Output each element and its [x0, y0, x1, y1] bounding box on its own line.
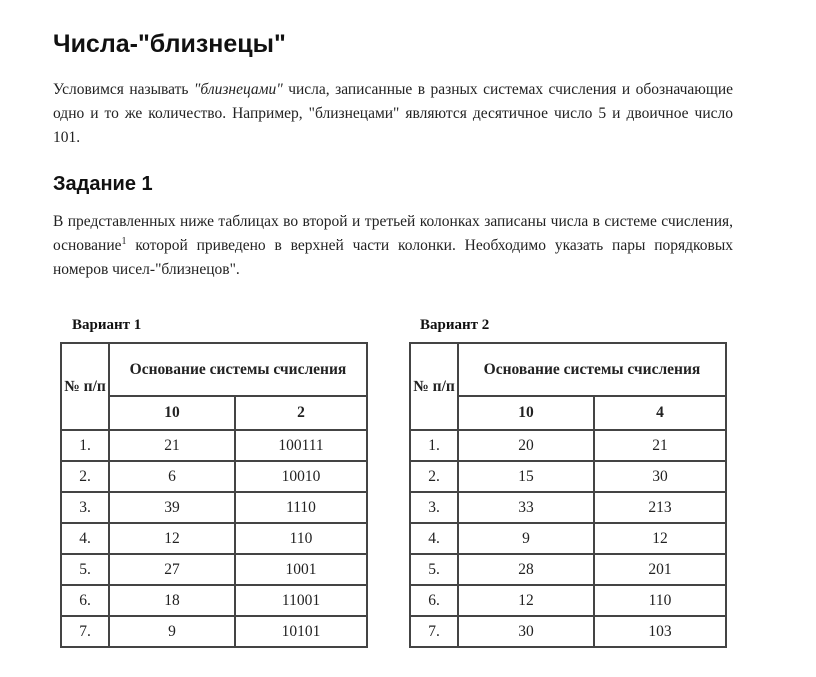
table-row	[410, 523, 726, 554]
value-b: 10101	[235, 616, 367, 647]
row-number: 6.	[410, 585, 458, 616]
table-row	[61, 430, 367, 461]
value-b: 110	[235, 523, 367, 554]
row-number: 2.	[61, 461, 109, 492]
page-title: Числа-"близнецы"	[53, 30, 286, 58]
value-b: 100111	[235, 430, 367, 461]
row-number: 5.	[61, 554, 109, 585]
value-a: 20	[458, 430, 594, 461]
task-text-after: которой приведено в верхней части колонки. Необходимо указать пары порядковых номеров чисел-"близнецов".	[53, 237, 733, 278]
row-number: 4.	[61, 523, 109, 554]
value-a: 12	[458, 585, 594, 616]
table-row	[410, 430, 726, 461]
value-b: 21	[594, 430, 726, 461]
table-row	[410, 585, 726, 616]
intro-text-before: Условимся называть	[53, 81, 194, 98]
row-number: 3.	[410, 492, 458, 523]
value-a: 18	[109, 585, 235, 616]
table-row	[410, 554, 726, 585]
value-a: 27	[109, 554, 235, 585]
value-a: 6	[109, 461, 235, 492]
value-a: 28	[458, 554, 594, 585]
table-row	[410, 461, 726, 492]
table-row	[61, 523, 367, 554]
table-row	[61, 585, 367, 616]
column-header-number: № п/п	[61, 343, 109, 430]
variant-2-label: Вариант 2	[420, 317, 490, 333]
variant-1-label: Вариант 1	[72, 317, 142, 333]
column-header-base-b: 4	[594, 396, 726, 430]
value-b: 10010	[235, 461, 367, 492]
row-number: 2.	[410, 461, 458, 492]
value-b: 12	[594, 523, 726, 554]
column-header-base: Основание системы счисления	[458, 343, 726, 396]
variant-1-table	[60, 342, 368, 648]
table-row	[61, 616, 367, 647]
row-number: 6.	[61, 585, 109, 616]
value-a: 39	[109, 492, 235, 523]
intro-text-after: числа, записанные в разных системах счисления и обозначающие одно и то же количество. Например, "близнецами" являются десятичное число 5 и двоичное число 101.	[53, 81, 733, 146]
footnote-marker: 1	[121, 235, 127, 247]
value-a: 12	[109, 523, 235, 554]
value-a: 21	[109, 430, 235, 461]
table-row	[410, 616, 726, 647]
table-row	[61, 492, 367, 523]
table-row	[61, 461, 367, 492]
value-b: 110	[594, 585, 726, 616]
task-text-before: В представленных ниже таблицах во второй и третьей колонках записаны числа в системе счисления, основание	[53, 213, 733, 254]
value-a: 9	[458, 523, 594, 554]
intro-term: "близнецами"	[193, 81, 283, 98]
value-a: 15	[458, 461, 594, 492]
column-header-number: № п/п	[410, 343, 458, 430]
value-a: 9	[109, 616, 235, 647]
value-b: 201	[594, 554, 726, 585]
value-a: 30	[458, 616, 594, 647]
column-header-base-a: 10	[458, 396, 594, 430]
row-number: 7.	[61, 616, 109, 647]
row-number: 3.	[61, 492, 109, 523]
value-b: 11001	[235, 585, 367, 616]
row-number: 4.	[410, 523, 458, 554]
row-number: 7.	[410, 616, 458, 647]
intro-paragraph	[53, 78, 733, 150]
table-row	[61, 554, 367, 585]
task-heading: Задание 1	[53, 173, 153, 195]
value-a: 33	[458, 492, 594, 523]
value-b: 1110	[235, 492, 367, 523]
value-b: 30	[594, 461, 726, 492]
value-b: 103	[594, 616, 726, 647]
row-number: 1.	[410, 430, 458, 461]
variant-2-table	[409, 342, 727, 648]
row-number: 5.	[410, 554, 458, 585]
task-paragraph	[53, 210, 733, 282]
value-b: 213	[594, 492, 726, 523]
column-header-base-a: 10	[109, 396, 235, 430]
column-header-base-b: 2	[235, 396, 367, 430]
value-b: 1001	[235, 554, 367, 585]
row-number: 1.	[61, 430, 109, 461]
table-row	[410, 492, 726, 523]
column-header-base: Основание системы счисления	[109, 343, 367, 396]
